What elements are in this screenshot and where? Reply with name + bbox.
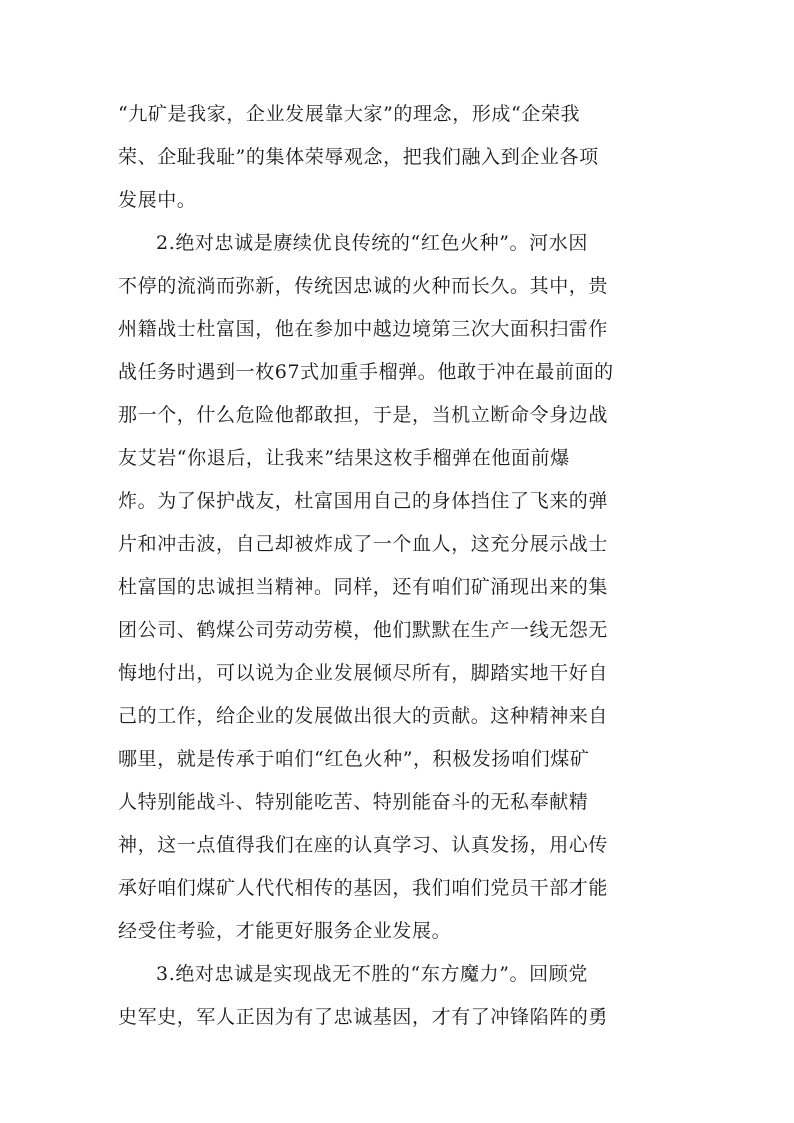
text-line: 悔地付出，可以说为企业发展倾尽所有，脚踏实地干好自	[118, 662, 609, 684]
text-line: 炸。为了保护战友，杜富国用自己的身体挡住了飞来的弹	[118, 490, 609, 512]
text-line: 那一个，什么危险他都敢担，于是，当机立断命令身边战	[118, 404, 609, 426]
document-body	[118, 93, 678, 1039]
text-line: 荣、企耻我耻”的集体荣辱观念，把我们融入到企业各项	[118, 146, 599, 168]
text-line: 片和冲击波，自己却被炸成了一个血人，这充分展示战士	[118, 533, 609, 555]
paragraph-3-first-line: 3.绝对忠诚是实现战无不胜的“东方魔力”。回顾党	[156, 963, 588, 985]
text-line: 友艾岩“你退后，让我来”结果这枚手榴弹在他面前爆	[118, 447, 570, 469]
text-line: 发展中。	[118, 189, 197, 211]
text-line: 不停的流淌而弥新，传统因忠诚的火种而长久。其中，贵	[118, 275, 609, 297]
text-line: 承好咱们煤矿人代代相传的基因，我们咱们党员干部才能	[118, 877, 609, 899]
text-line: 杜富国的忠诚担当精神。同样，还有咱们矿涌现出来的集	[118, 576, 609, 598]
text-line: 史军史，军人正因为有了忠诚基因，才有了冲锋陷阵的勇	[118, 1006, 609, 1028]
text-line: 人特别能战斗、特别能吃苦、特别能奋斗的无私奉献精	[118, 791, 589, 813]
text-line: 州籍战士杜富国，他在参加中越边境第三次大面积扫雷作	[118, 318, 609, 340]
text-line: 己的工作，给企业的发展做出很大的贡献。这种精神来自	[118, 705, 609, 727]
text-line: “九矿是我家，企业发展靠大家”的理念，形成“企荣我	[118, 103, 581, 125]
text-line: 经受住考验，才能更好服务企业发展。	[118, 920, 452, 942]
text-line: 团公司、鹤煤公司劳动劳模，他们默默在生产一线无怨无	[118, 619, 609, 641]
paragraph-2-first-line: 2.绝对忠诚是赓续优良传统的“红色火种”。河水因	[156, 232, 588, 254]
text-line: 战任务时遇到一枚67式加重手榴弹。他敢于冲在最前面的	[118, 361, 614, 383]
text-line: 神，这一点值得我们在座的认真学习、认真发扬，用心传	[118, 834, 609, 856]
text-line: 哪里，就是传承于咱们“红色火种”，积极发扬咱们煤矿	[118, 748, 590, 770]
